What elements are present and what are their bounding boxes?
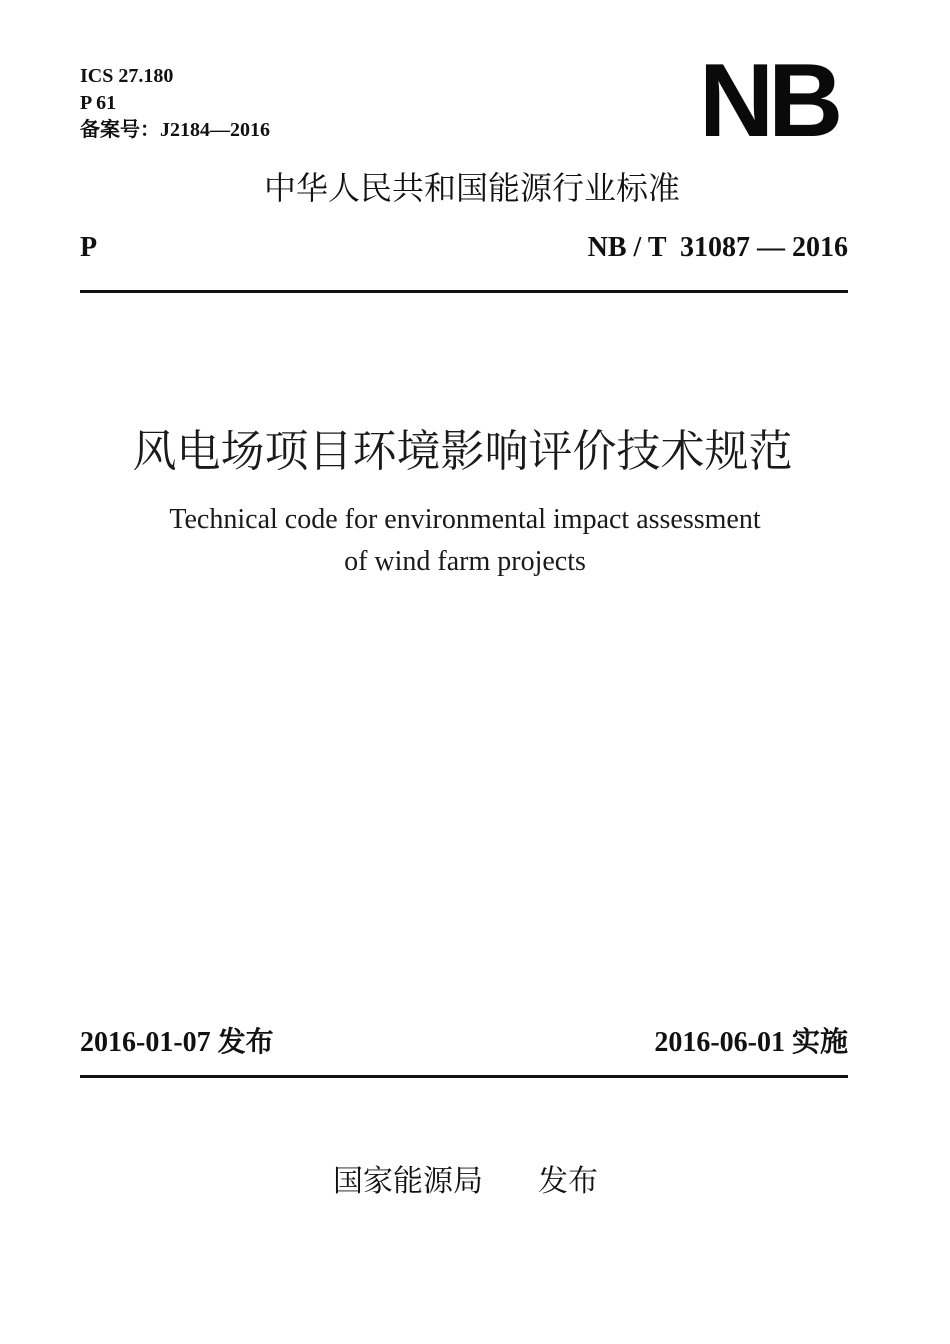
top-divider bbox=[80, 290, 848, 293]
issuer-name: 国家能源局 bbox=[333, 1164, 483, 1199]
standard-number: NB / T 31087 — 2016 bbox=[587, 232, 848, 263]
bottom-divider bbox=[80, 1075, 848, 1078]
header-meta-block bbox=[80, 63, 270, 144]
classification-code: P 61 bbox=[80, 92, 117, 114]
nb-logo: NB bbox=[699, 43, 838, 159]
category-code: P bbox=[80, 232, 98, 263]
document-title-english-line-2: of wind farm projects bbox=[344, 546, 586, 577]
ics-code: ICS 27.180 bbox=[80, 65, 174, 87]
issuer-action: 发布 bbox=[538, 1164, 598, 1199]
document-title-english-line-1: Technical code for environmental impact assessment bbox=[169, 504, 761, 535]
document-title-chinese: 风电场项目环境影响评价技术规范 bbox=[132, 426, 793, 477]
issue-date: 2016-01-07 发布 bbox=[80, 1027, 274, 1058]
standard-type-heading: 中华人民共和国能源行业标准 bbox=[263, 169, 680, 207]
record-number: 备案号：J2184—2016 bbox=[80, 119, 270, 141]
implementation-date: 2016-06-01 实施 bbox=[654, 1027, 848, 1058]
